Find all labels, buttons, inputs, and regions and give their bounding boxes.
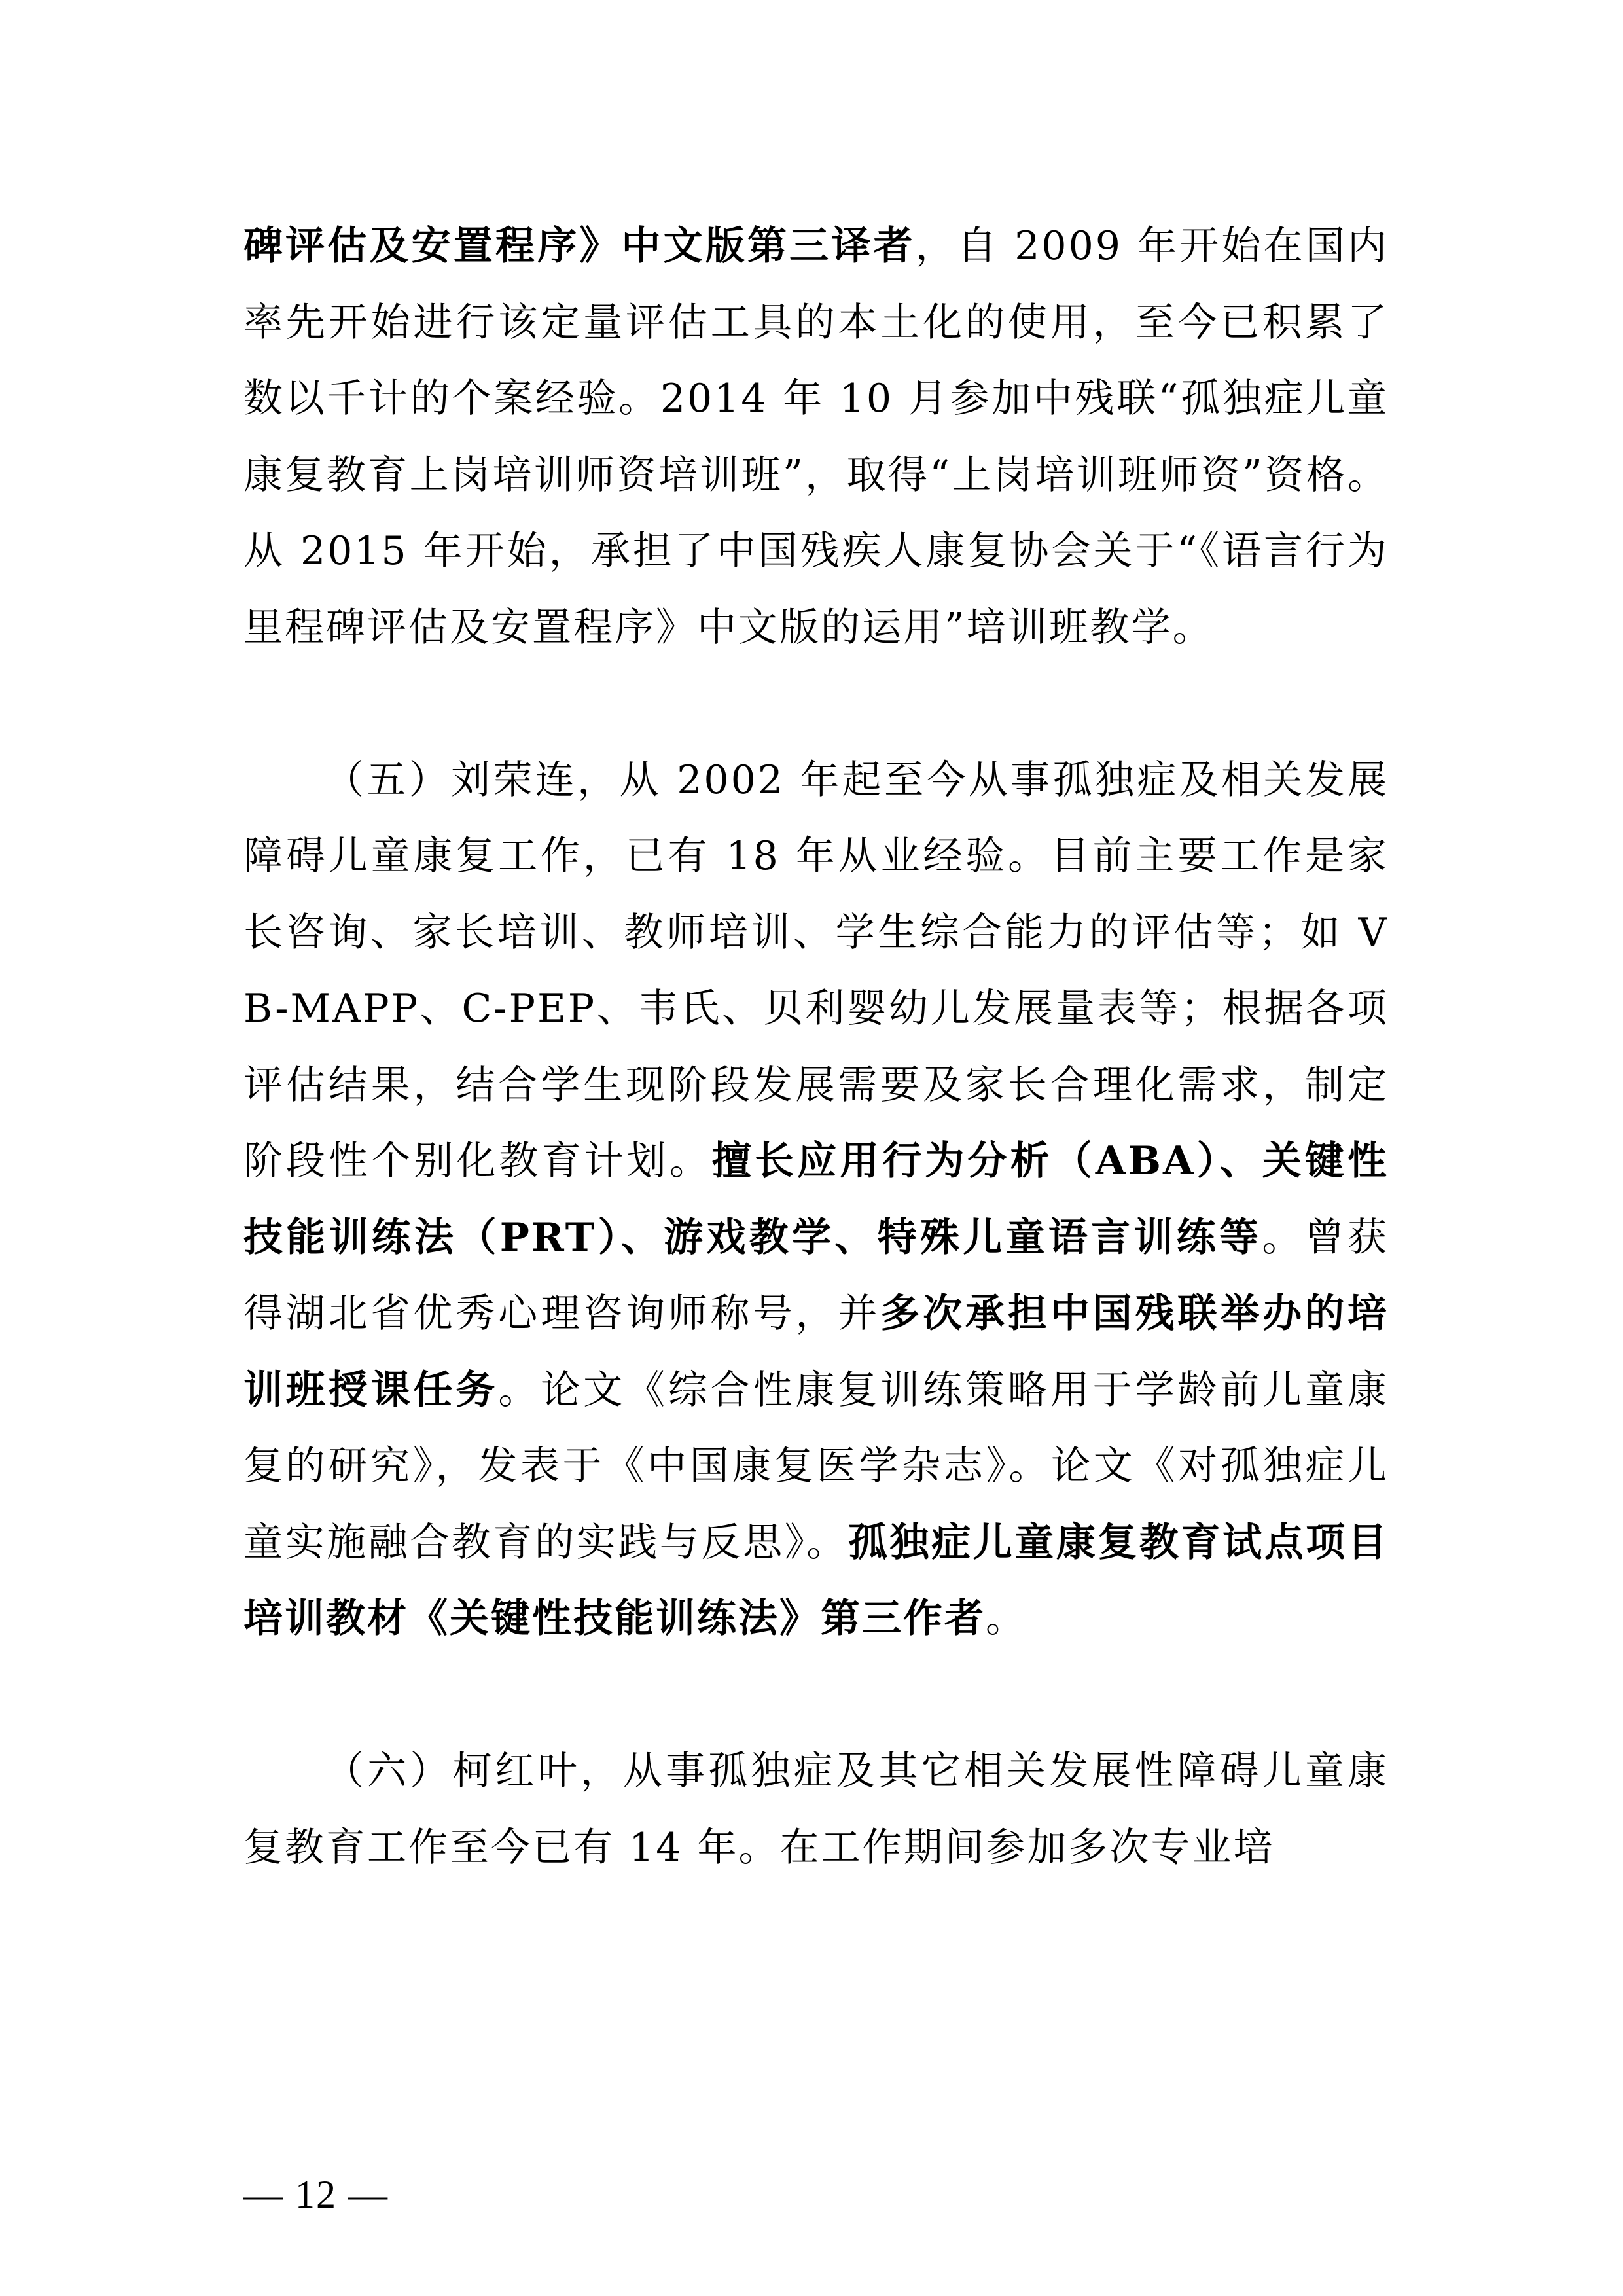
body-text: 。论文《综合性康复训练策略用于学龄前儿童康复的研究》，发表于《中国康复医学杂志》。论文《对孤独症儿童实施融合教育的实践与反思》。 xyxy=(243,1367,1389,1566)
page-number: — 12 — xyxy=(243,2173,389,2216)
bold-text: 多次承担中国残联举办的培训班授课任务 xyxy=(243,1291,1389,1413)
paragraph-ke-hongye xyxy=(243,1733,1389,1886)
bold-text: 擅长应用行为分析（ABA）、关键性技能训练法（PRT）、游戏教学、特殊儿童语言训练等 xyxy=(243,1138,1389,1261)
paragraph-liu-ronglian xyxy=(243,742,1389,1657)
body-text: 。 xyxy=(986,1596,1027,1641)
paragraph-gap xyxy=(243,1657,1389,1734)
bold-text: 孤独症儿童康复教育试点项目培训教材《关键性技能训练法》第三作者 xyxy=(243,1519,1389,1641)
bold-text: 碑评估及安置程序》中文版第三译者 xyxy=(243,223,916,269)
body-text: （五）刘荣连，从 2002 年起至今从事孤独症及相关发展障碍儿童康复工作，已有 18 年从业经验。目前主要工作是家长咨询、家长培训、教师培训、学生综合能力的评估等；如 VB-MAPP、C-PEP、韦氏、贝利婴幼儿发展量表等；根据各项评估结果，结合学生现阶段发展需要及家长合理化需求，制定阶段性个别化教育计划。 xyxy=(243,757,1389,1184)
paragraph-gap xyxy=(243,666,1389,742)
paragraph-translator-experience xyxy=(243,208,1389,666)
body-text: 。曾获得湖北省优秀心理咨询师称号，并 xyxy=(243,1214,1389,1336)
body-text: ，自 2009 年开始在国内率先开始进行该定量评估工具的本土化的使用，至今已积累了数以千计的个案经验。2014 年 10 月参加中残联“孤独症儿童康复教育上岗培训师资培训班”，取得“上岗培训班师资”资格。从 2015 年开始，承担了中国残疾人康复协会关于“《语言行为里程碑评估及安置程序》中文版的运用”培训班教学。 xyxy=(243,223,1389,651)
body-text: （六）柯红叶，从事孤独症及其它相关发展性障碍儿童康复教育工作至今已有 14 年。在工作期间参加多次专业培 xyxy=(243,1748,1389,1871)
document-page xyxy=(243,208,1389,1886)
